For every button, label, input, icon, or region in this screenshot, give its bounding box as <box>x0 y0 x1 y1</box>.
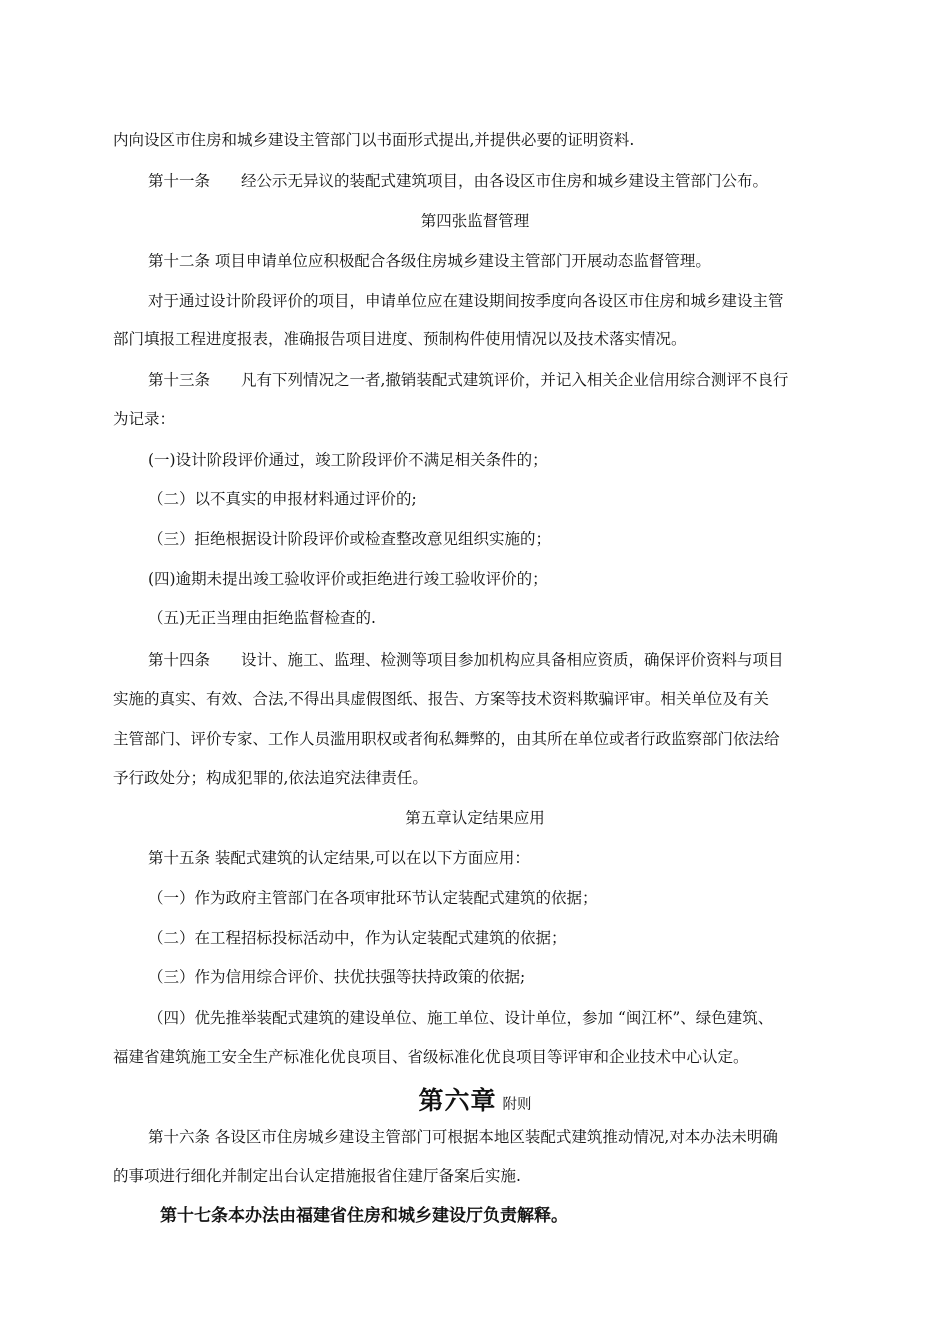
list-item: (一)设计阶段评价通过，竣工阶段评价不满足相关条件的； <box>148 451 548 469</box>
chapter-6-title: 第六章 <box>418 1086 497 1115</box>
article-16: 第十六条 各设区市住房城乡建设主管部门可根据本地区装配式建筑推动情况,对本办法未明确 <box>148 1128 778 1146</box>
chapter-6-heading <box>0 1081 950 1117</box>
list-item: （三）作为信用综合评价、扶优扶强等扶持政策的依据; <box>148 968 526 986</box>
paragraph-line: 为记录： <box>113 410 176 428</box>
list-item: （二）以不真实的申报材料通过评价的; <box>148 490 417 508</box>
list-item: （五)无正当理由拒绝监督检查的. <box>148 609 376 627</box>
list-item: （二）在工程招标投标活动中，作为认定装配式建筑的依据； <box>148 929 567 947</box>
article-11: 第十一条 经公示无异议的装配式建筑项目，由各设区市住房和城乡建设主管部门公布。 <box>148 172 769 190</box>
paragraph-line: 的事项进行细化并制定出台认定措施报省住建厅备案后实施. <box>113 1167 521 1185</box>
paragraph-line: 予行政处分；构成犯罪的,依法追究法律责任。 <box>113 769 428 787</box>
list-item: （四）优先推举装配式建筑的建设单位、施工单位、设计单位，参加 “闽江杯”、绿色建筑、 <box>148 1009 774 1027</box>
paragraph-line: 福建省建筑施工安全生产标准化优良项目、省级标准化优良项目等评审和企业技术中心认定。 <box>113 1048 749 1066</box>
list-item: （三）拒绝根据设计阶段评价或检查整改意见组织实施的； <box>148 530 552 548</box>
article-13: 第十三条 凡有下列情况之一者,撤销装配式建筑评价，并记入相关企业信用综合测评不良行 <box>148 371 789 389</box>
list-item: （一）作为政府主管部门在各项审批环节认定装配式建筑的依据； <box>148 889 598 907</box>
article-17: 第十七条本办法由福建省住房和城乡建设厅负责解释。 <box>160 1206 568 1226</box>
chapter-6-subtitle: 附则 <box>502 1097 532 1113</box>
paragraph-line: 内向设区市住房和城乡建设主管部门以书面形式提出,并提供必要的证明资料. <box>113 131 635 149</box>
paragraph-line: 主管部门、评价专家、工作人员滥用职权或者徇私舞弊的，由其所在单位或者行政监察部门依法给 <box>113 730 780 748</box>
chapter-5-heading: 第五章认定结果应用 <box>405 809 545 827</box>
article-14: 第十四条 设计、施工、监理、检测等项目参加机构应具备相应资质，确保评价资料与项目 <box>148 651 784 669</box>
paragraph-line: 部门填报工程进度报表，准确报告项目进度、预制构件使用情况以及技术落实情况。 <box>113 330 687 348</box>
paragraph-line: 实施的真实、有效、合法,不得出具虚假图纸、报告、方案等技术资料欺骗评审。相关单位及有关 <box>113 690 769 708</box>
article-15: 第十五条 装配式建筑的认定结果,可以在以下方面应用： <box>148 849 530 867</box>
list-item: (四)逾期未提出竣工验收评价或拒绝进行竣工验收评价的； <box>148 570 548 588</box>
article-12: 第十二条 项目申请单位应积极配合各级住房城乡建设主管部门开展动态监督管理。 <box>148 252 711 270</box>
chapter-4-heading: 第四张监督管理 <box>420 212 530 230</box>
paragraph-line: 对于通过设计阶段评价的项目，申请单位应在建设期间按季度向各设区市住房和城乡建设主管 <box>148 292 784 310</box>
